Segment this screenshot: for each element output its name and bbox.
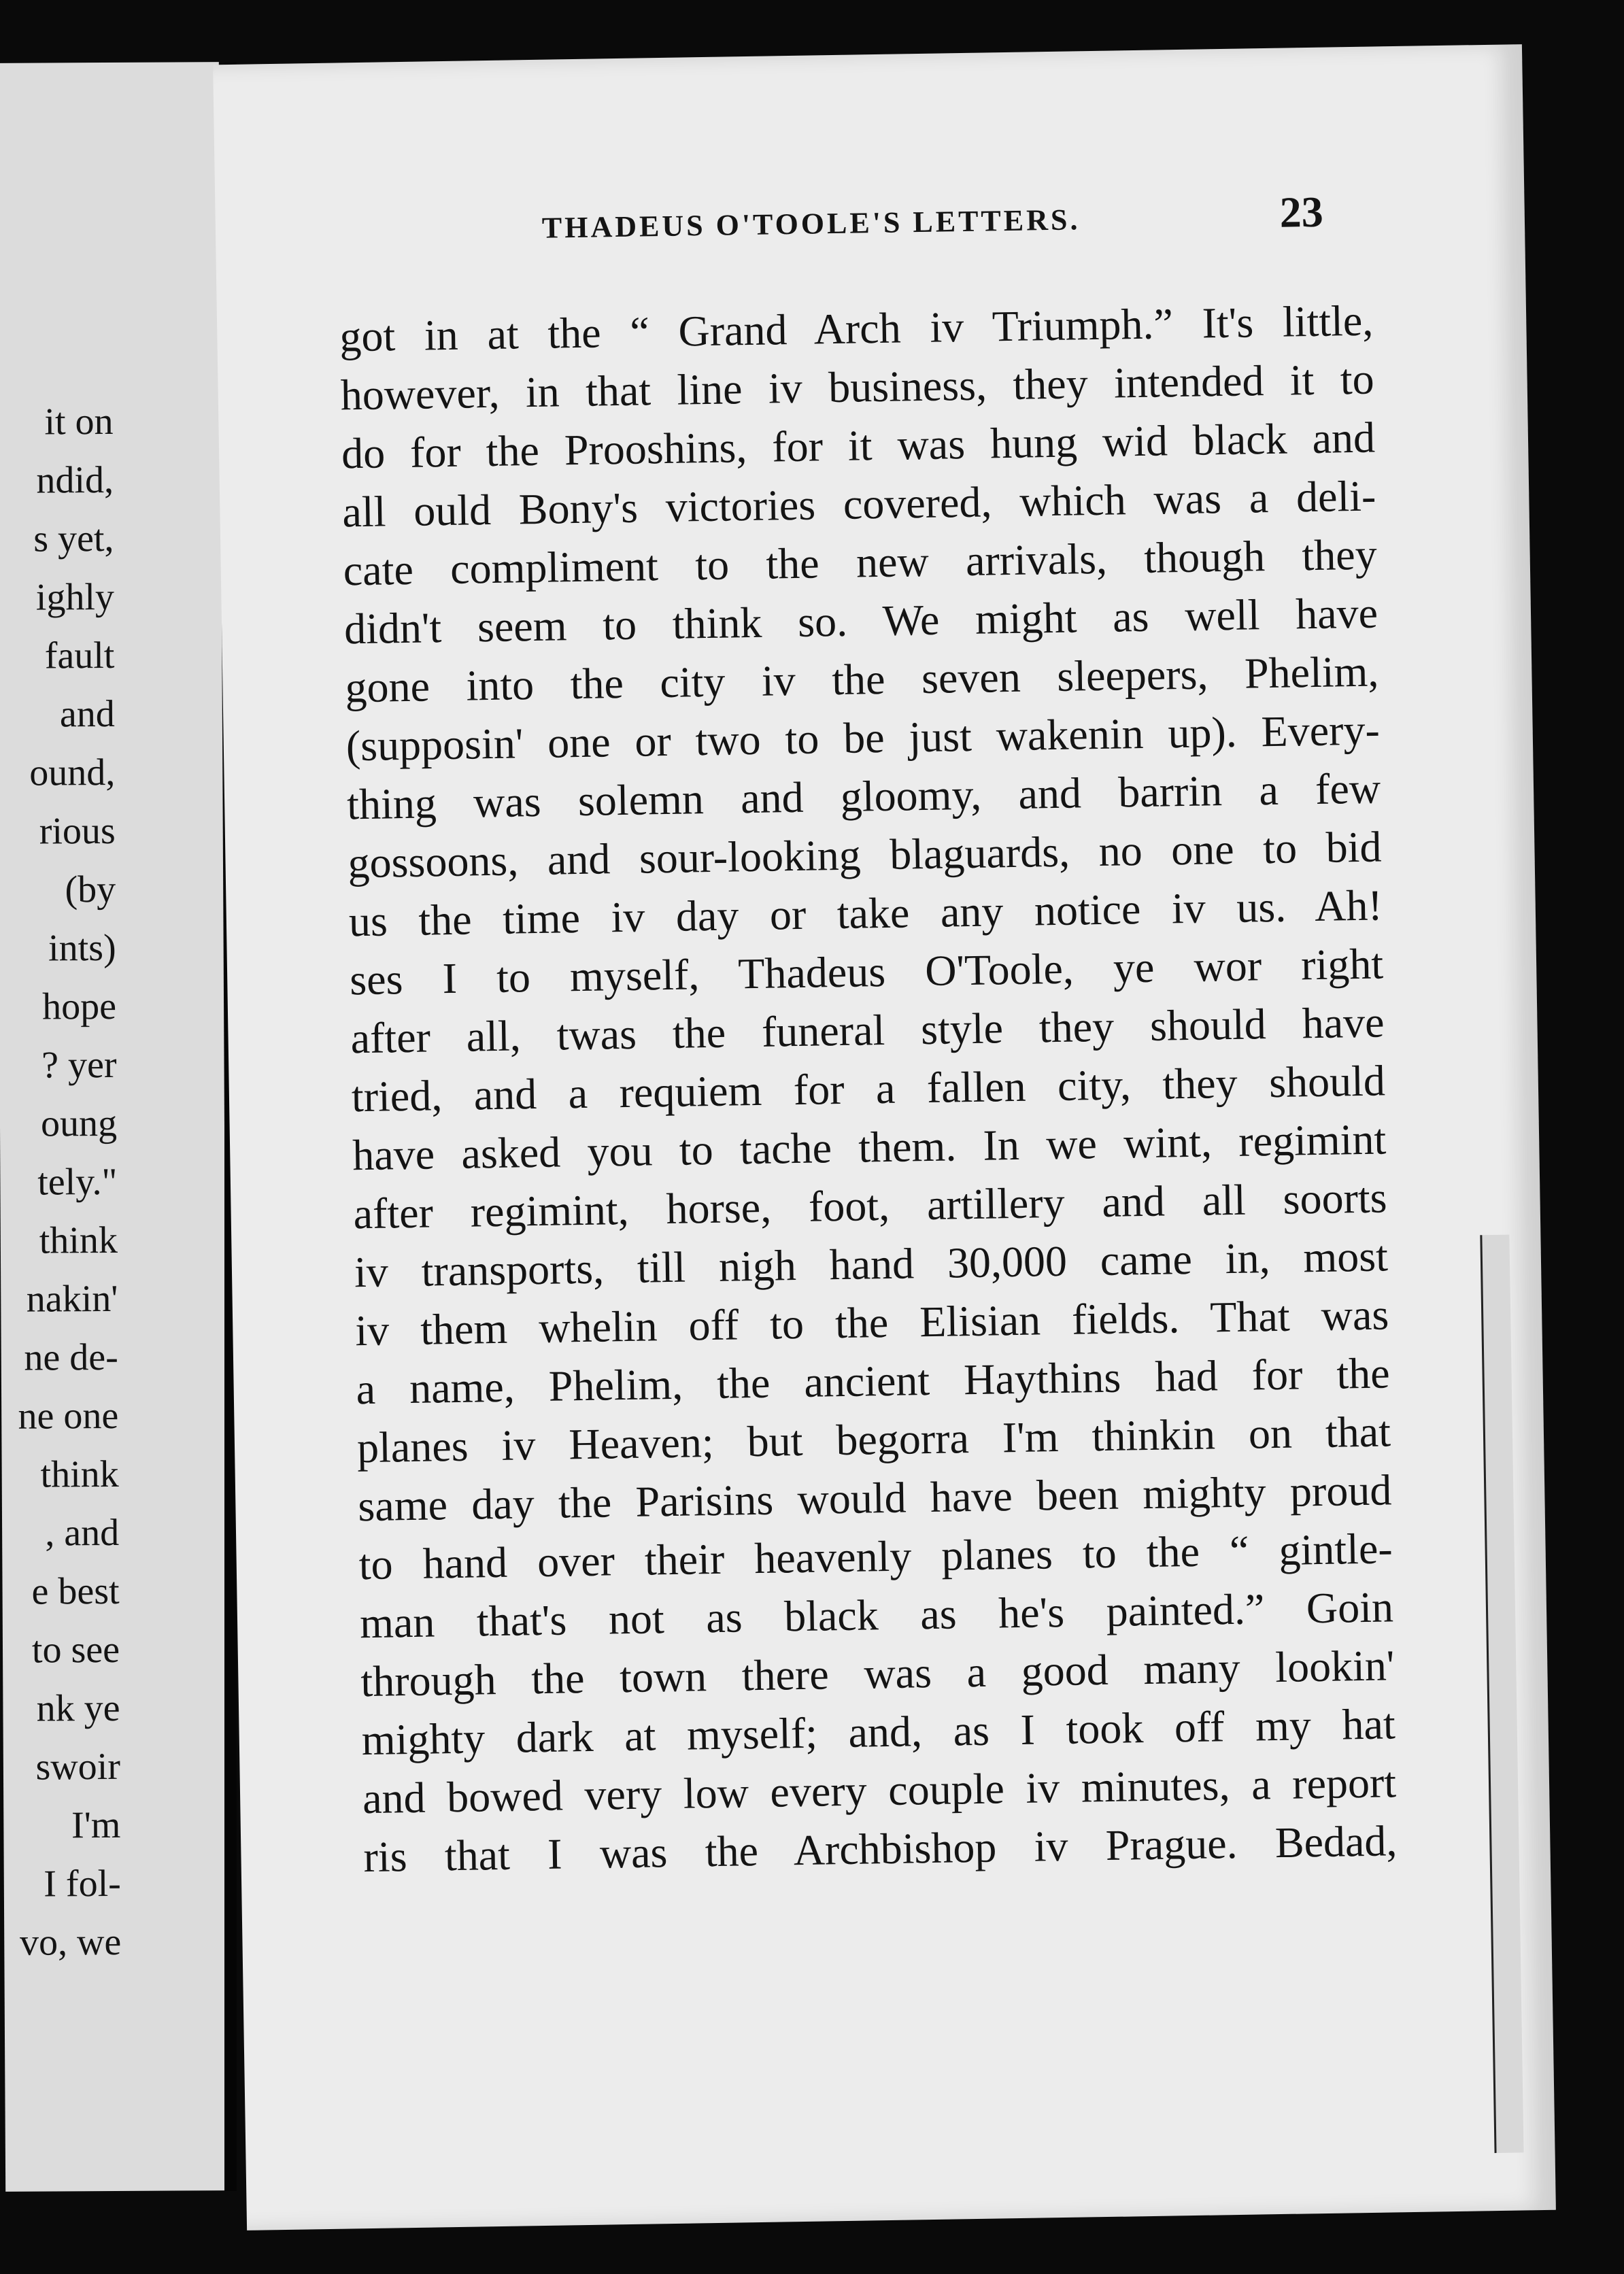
left-fragment: think [40, 1453, 119, 1496]
left-fragment: I fol- [44, 1862, 121, 1905]
text-line: iv transports, till nigh hand 30,000 came in, most [354, 1232, 1389, 1297]
left-fragment: swoir [35, 1745, 121, 1788]
left-fragment: oung [40, 1102, 118, 1145]
text-line: through the town there was a good many lookin' [360, 1641, 1395, 1706]
text-line: have asked you to tache them. In we wint, regimint [352, 1115, 1387, 1180]
left-fragment: ints) [48, 926, 116, 970]
left-fragment: e best [31, 1569, 120, 1613]
left-fragment: ne de- [24, 1336, 118, 1379]
left-fragment: vo, we [19, 1920, 122, 1964]
left-fragment: , and [45, 1511, 120, 1555]
left-fragment: it on [44, 400, 114, 443]
text-line: us the time iv day or take any notice iv us. Ah! [348, 881, 1383, 946]
text-line: ris that I was the Archbishop iv Prague. Bedad, [362, 1816, 1398, 1882]
left-fragment: ne one [18, 1394, 119, 1438]
text-line: cate compliment to the new arrivals, though they [343, 530, 1378, 595]
left-fragment: ndid, [36, 458, 114, 502]
left-fragment: (by [65, 868, 116, 911]
left-fragment: ? yer [41, 1043, 117, 1087]
body-text [339, 292, 1398, 1887]
text-line: (supposin' one or two to be just wakenin up). Every- [345, 705, 1381, 770]
left-fragment: hope [42, 985, 117, 1028]
left-fragment: nakin' [26, 1277, 118, 1321]
text-line: ses I to myself, Thadeus O'Toole, ye wor right [349, 939, 1384, 1004]
text-line: after regimint, horse, foot, artillery and all soorts [353, 1173, 1388, 1238]
left-fragment: ound, [29, 751, 116, 794]
left-fragment: ighly [35, 575, 115, 619]
left-fragment: I'm [71, 1803, 121, 1847]
right-page [213, 44, 1556, 2230]
text-line: didn't seem to think so. We might as well have [343, 588, 1378, 654]
left-fragment: nk ye [36, 1686, 120, 1730]
text-line: got in at the “ Grand Arch iv Triumph.” It's little, [339, 296, 1374, 361]
text-line: man that's not as black as he's painted.” Goin [359, 1582, 1394, 1648]
text-line: iv them whelin off to the Elisian fields. That was [354, 1290, 1389, 1355]
text-line: do for the Prooshins, for it was hung wid black and [341, 413, 1376, 478]
left-page [0, 62, 230, 2192]
page-edge [1480, 1235, 1523, 2154]
text-line: same day the Parisins would have been mighty proud [357, 1465, 1392, 1531]
text-line: mighty dark at myself; and, as I took off my hat [361, 1699, 1396, 1765]
left-fragment: to see [31, 1628, 120, 1671]
text-line: and bowed very low every couple iv minutes, a report [362, 1758, 1397, 1823]
text-line: however, in that line iv business, they intended it to [340, 354, 1375, 420]
text-line: all ould Bony's victories covered, which was a deli- [341, 471, 1376, 537]
left-fragment: think [39, 1219, 118, 1262]
text-line: thing was solemn and gloomy, and barrin a few [346, 764, 1381, 829]
left-fragment: and [59, 692, 115, 736]
running-head: THADEUS O'TOOLE'S LETTERS. [541, 203, 1081, 245]
left-fragment: s yet, [33, 517, 114, 560]
left-fragment: tely." [37, 1160, 118, 1204]
text-line: a name, Phelim, the ancient Haythins had for the [356, 1348, 1391, 1414]
text-line: gossoons, and sour-looking blaguards, no one to bid [348, 822, 1382, 887]
text-line: planes iv Heaven; but begorra I'm thinkin on that [356, 1407, 1391, 1472]
page-number: 23 [1279, 187, 1324, 237]
left-fragment: rious [39, 809, 116, 853]
text-line: gone into the city iv the seven sleepers, Phelim, [344, 647, 1379, 712]
text-line: after all, twas the funeral style they should have [350, 998, 1385, 1063]
text-line: tried, and a requiem for a fallen city, they should [351, 1056, 1386, 1121]
text-line: to hand over their heavenly planes to the “ gintle- [358, 1524, 1393, 1589]
left-fragment: fault [44, 634, 115, 677]
